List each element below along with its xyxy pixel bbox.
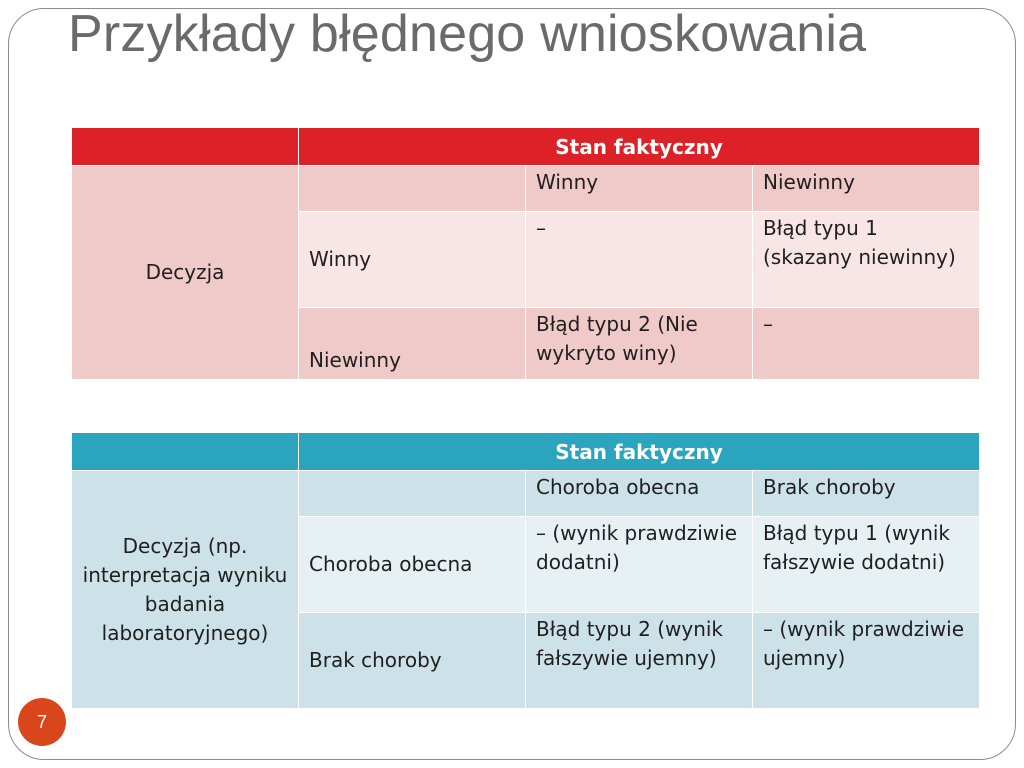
table-cell: – [526, 212, 753, 308]
table-cell: – (wynik prawdziwie dodatni) [526, 517, 753, 613]
table-header-corner [72, 128, 299, 166]
slide-title: Przykłady błędnego wnioskowania [68, 5, 867, 63]
lab-test-table [71, 432, 980, 709]
table-cell [299, 471, 526, 517]
row-group-header: Decyzja (np. interpretacja wyniku badania laboratoryjnego) [72, 471, 299, 709]
column-header: Choroba obecna [526, 471, 753, 517]
table-header-corner [72, 433, 299, 471]
row-label: Choroba obecna [299, 517, 526, 613]
page-number-badge: 7 [18, 698, 66, 746]
table-cell: Błąd typu 2 (Nie wykryto winy) [526, 308, 753, 380]
court-decision-table [71, 127, 980, 380]
table-cell: – [753, 308, 980, 380]
table-cell [299, 166, 526, 212]
row-label: Winny [299, 212, 526, 308]
column-header: Niewinny [753, 166, 980, 212]
table-cell: Błąd typu 1 (wynik fałszywie dodatni) [753, 517, 980, 613]
row-label: Brak choroby [299, 613, 526, 709]
table-cell: Błąd typu 1 (skazany niewinny) [753, 212, 980, 308]
table-cell: – (wynik prawdziwie ujemny) [753, 613, 980, 709]
row-group-header: Decyzja [72, 166, 299, 380]
table-header-label: Stan faktyczny [299, 433, 980, 471]
column-header: Brak choroby [753, 471, 980, 517]
table-cell: Błąd typu 2 (wynik fałszywie ujemny) [526, 613, 753, 709]
column-header: Winny [526, 166, 753, 212]
table-header-label: Stan faktyczny [299, 128, 980, 166]
row-label: Niewinny [299, 308, 526, 380]
